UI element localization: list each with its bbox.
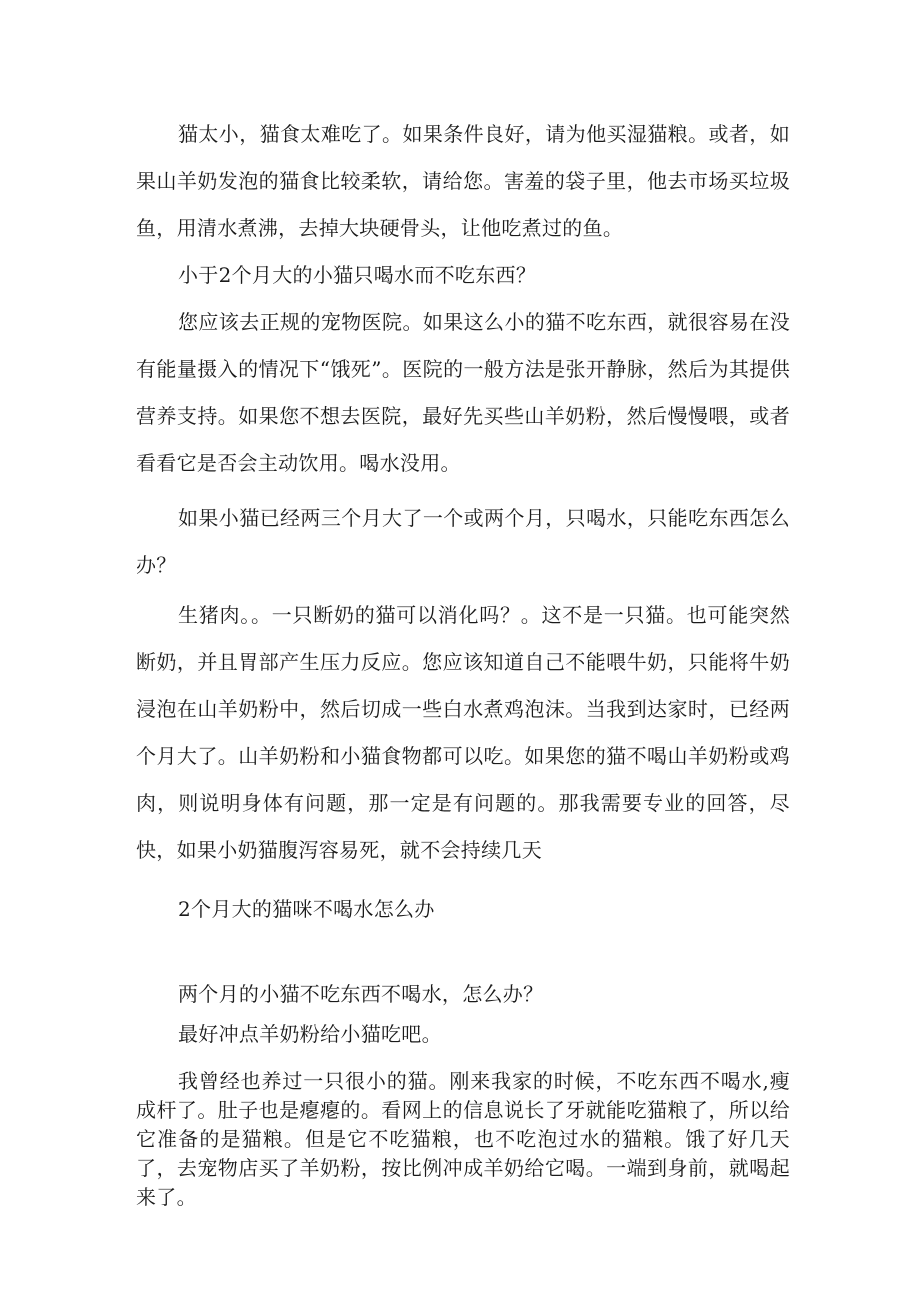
heading-two-month-cat: 2个月大的猫咪不喝水怎么办 bbox=[178, 897, 435, 921]
paragraph-personal-experience: 我曾经也养过一只很小的猫。刚来我家的时候，不吃东西不喝水,瘦成杆了。肚子也是瘪瘪的。看网上的信息说长了牙就能吃猫粮了，所以给它准备的是猫粮。但是它不吃猫粮，也不吃泡过水的猫粮。饿了好几天了，去宠物店买了羊奶粉，按比例冲成羊奶给它喝。一端到身前，就喝起来了。 bbox=[136, 1069, 790, 1209]
paragraph-raw-pork: 生猪肉。。一只断奶的猫可以消化吗？。这不是一只猫。也可能突然断奶，并且胃部产生压力反应。您应该知道自己不能喂牛奶，只能将牛奶浸泡在山羊奶粉中，然后切成一些白水煮鸡泡沫。当我到达家时，已经两个月大了。山羊奶粉和小猫食物都可以吃。如果您的猫不喝山羊奶粉或鸡肉，则说明身体有问题，那一定是有问题的。那我需要专业的回答，尽快，如果小奶猫腹泻容易死，就不会持续几天 bbox=[136, 603, 790, 862]
paragraph-pet-hospital: 您应该去正规的宠物医院。如果这么小的猫不吃东西，就很容易在没有能量摄入的情况下“饿死”。医院的一般方法是张开静脉，然后为其提供营养支持。如果您不想去医院，最好先买些山羊奶粉，然后慢慢喂，或者看看它是否会主动饮用。喝水没用。 bbox=[136, 310, 790, 475]
question-under-two-months: 小于2个月大的小猫只喝水而不吃东西？ bbox=[178, 263, 537, 287]
question-two-three-months: 如果小猫已经两三个月大了一个或两个月，只喝水，只能吃东西怎么办？ bbox=[136, 506, 790, 577]
question-two-month-kitten: 两个月的小猫不吃东西不喝水，怎么办？ bbox=[178, 982, 544, 1006]
paragraph-wet-food: 猫太小，猫食太难吃了。如果条件良好，请为他买湿猫粮。或者，如果山羊奶发泡的猫食比较柔软，请给您。害羞的袋子里，他去市场买垃圾鱼，用清水煮沸，去掉大块硬骨头，让他吃煮过的鱼。 bbox=[136, 122, 790, 240]
answer-goat-milk: 最好冲点羊奶粉给小猫吃吧。 bbox=[178, 1022, 442, 1046]
